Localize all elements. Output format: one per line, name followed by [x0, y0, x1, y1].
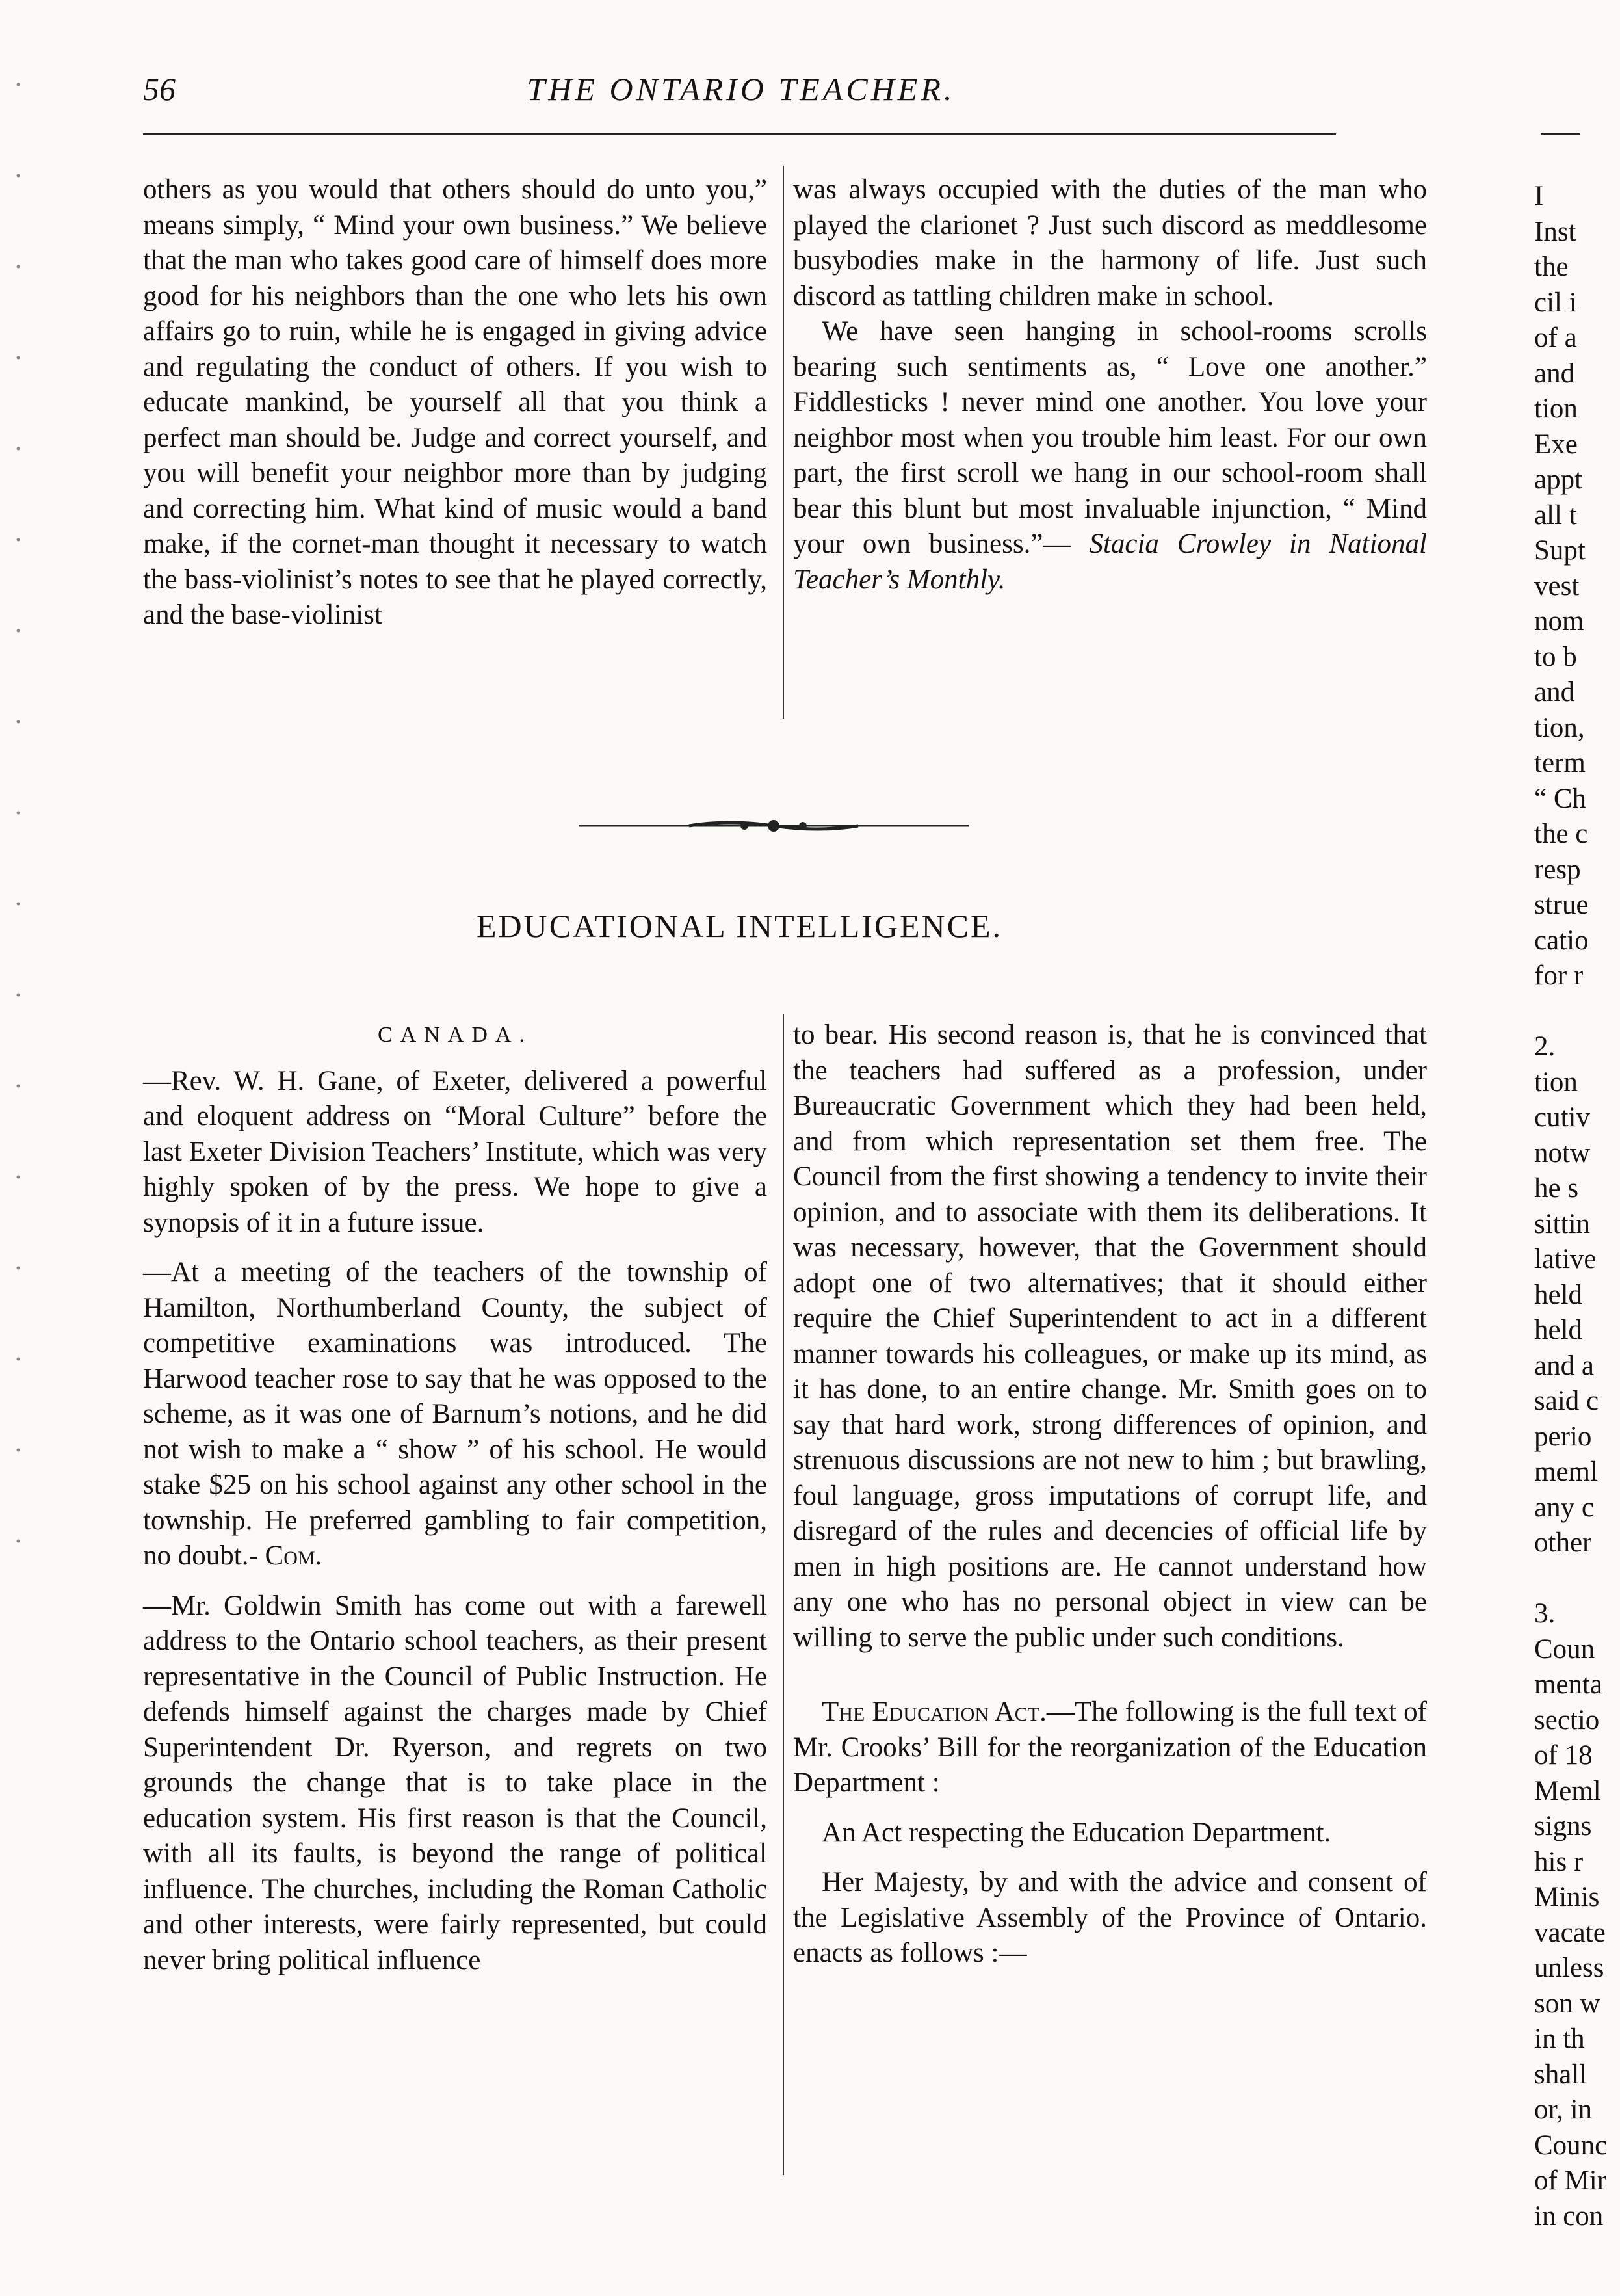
act-intro — [793, 1695, 1427, 1801]
facing-page-line: in th — [1534, 2024, 1585, 2054]
facing-page-line: vest — [1534, 570, 1580, 601]
header-rule — [143, 133, 1336, 135]
facing-page-line: and — [1534, 358, 1575, 389]
essay-right-column — [793, 172, 1427, 598]
act-intro-text: —The following is the full text of Mr. Crooks’ Bill for the reorganization of the Education Department : — [793, 1696, 1427, 1798]
facing-page-line: said c — [1534, 1386, 1599, 1416]
facing-page-line: 3. — [1534, 1598, 1556, 1629]
facing-page-line: he s — [1534, 1173, 1579, 1204]
facing-page-line: all t — [1534, 499, 1577, 531]
facing-page-line: to b — [1534, 641, 1577, 672]
facing-page-line: Minis — [1534, 1882, 1600, 1912]
facing-page-text — [1534, 179, 1620, 2234]
facing-page-line: Counc — [1534, 2130, 1608, 2161]
facing-page-line: perio — [1534, 1421, 1592, 1452]
facing-page-line: strue — [1534, 890, 1589, 920]
facing-page-line: Coun — [1534, 1633, 1595, 1665]
facing-page-line: tion — [1534, 393, 1578, 424]
facing-page-line: other — [1534, 1527, 1592, 1558]
facing-page-line: or, in — [1534, 2094, 1593, 2125]
facing-page-line: cil i — [1534, 287, 1577, 318]
facing-page-line: any c — [1534, 1492, 1594, 1523]
facing-page-line: tion, — [1534, 712, 1585, 743]
news-item — [143, 1255, 767, 1574]
facing-page-line: tion — [1534, 1066, 1578, 1098]
news-signature: Com. — [265, 1540, 322, 1571]
facing-page-line: of 18 — [1534, 1740, 1593, 1771]
news-right-column — [793, 1018, 1427, 1972]
facing-page-line: sittin — [1534, 1208, 1591, 1239]
facing-page-line: of Mir — [1534, 2165, 1607, 2196]
news-item: to bear. His second reason is, that he is convinced that the teachers had suffered as a profession, under Bureaucratic Government which they had been held, and from which representation set them free. The Council from the first showing a tendency to invite their opinion, and to associate with them its deliberations. It was necessary, however, that the Government should adopt one of two alternatives; that it should either require the Chief Superintendent to act in a different manner towards his colleagues, or make up its mind, as it has done, to an entire change. Mr. Smith goes on to say that hard work, strong differences of opinion, and strenuous discussions are not new to him ; but brawling, foul language, gross imputations of corrupt life, and disregard of the rules and decencies of official life by men in high positions are. He cannot understand how any one who has no personal object in view can be willing to serve the public under such conditions. — [793, 1020, 1427, 1653]
news-item: —Mr. Goldwin Smith has come out with a farewell address to the Ontario school teachers, as their present representative in the Council of Public Instruction. He defends himself against the charges made by Chief Superintendent Dr. Ryerson, and regrets on two grounds the change that is to take place in the education system. His first reason is that the Council, with all its faults, is beyond the range of political influence. The churches, including the Roman Catholic and other interests, were fairly represented, but could never bring political influence — [143, 1590, 767, 1975]
facing-page-line: I — [1534, 181, 1544, 211]
essay-attribution: Stacia Crowley in National Teacher’s Monthly. — [793, 529, 1427, 595]
facing-page-line: his r — [1534, 1846, 1584, 1877]
facing-page-line — [1534, 1561, 1620, 1597]
news-text: —At a meeting of the teachers of the township of Hamilton, Northumberland County, the subject of competitive examinations was introduced. The Harwood teacher rose to say that he was opposed to the scheme, as it was one of Barnum’s notions, and he did not wish to make a “ show ” of his school. He would stake $25 on his school against any other school in the township. He preferred gambling to fair competition, no doubt.- — [143, 1257, 767, 1571]
facing-page-line: catio — [1534, 925, 1589, 956]
facing-page-line: notw — [1534, 1137, 1590, 1168]
facing-page-line: in con — [1534, 2200, 1604, 2232]
facing-page-line: term — [1534, 748, 1586, 778]
facing-page-line: menta — [1534, 1669, 1603, 1700]
facing-page-line: Exe — [1534, 429, 1578, 460]
essay-left-column — [143, 172, 767, 633]
essay-paragraph: was always occupied with the duties of the man who played the clarionet ? Just such discord as meddlesome busybodies make in the harmony of life. Just such discord as tattling children make in school. — [793, 174, 1427, 311]
news-left-column — [143, 1018, 767, 1978]
facing-page-line: of a — [1534, 323, 1577, 353]
essay-text: We have seen hanging in school-rooms scrolls bearing such sentiments as, “ Love one another.” Fiddlesticks ! never mind one another. You love your neighbor most when you trouble him least. For our own part, the first scroll we hang in our school-room shall bear this blunt but most invaluable injunction, “ Mind your own business.”— — [793, 316, 1427, 559]
facing-page-line: held — [1534, 1279, 1583, 1310]
facing-page-line: the c — [1534, 819, 1588, 849]
facing-page-line: shall — [1534, 2059, 1587, 2090]
facing-page-line: Inst — [1534, 216, 1576, 247]
facing-page-line: “ Ch — [1534, 783, 1587, 814]
facing-page-line: sectio — [1534, 1704, 1600, 1735]
facing-page-line: and — [1534, 677, 1575, 707]
facing-page-line: for r — [1534, 960, 1584, 991]
page-number: 56 — [143, 71, 176, 107]
essay-paragraph — [793, 314, 1427, 598]
act-title: An Act respecting the Education Department. — [822, 1817, 1331, 1848]
facing-page-line: nom — [1534, 606, 1584, 637]
facing-page-line — [1534, 994, 1620, 1030]
scan-speckle — [0, 26, 46, 1554]
page-header — [143, 70, 1339, 116]
facing-header-rule — [1541, 133, 1580, 135]
act-label: The Education Act. — [822, 1696, 1047, 1727]
facing-page-line: appt — [1534, 464, 1583, 495]
facing-page-line: the — [1534, 252, 1569, 282]
facing-page-line: meml — [1534, 1457, 1598, 1487]
subheading-canada: CANADA. — [378, 1023, 532, 1047]
facing-page-line: 2. — [1534, 1031, 1556, 1062]
facing-page-line: unless — [1534, 1953, 1604, 1983]
ornamental-rule — [579, 813, 969, 839]
facing-page-line: vacate — [1534, 1917, 1606, 1948]
running-title: THE ONTARIO TEACHER. — [527, 71, 956, 107]
facing-page-line: resp — [1534, 854, 1581, 885]
facing-page-line: son w — [1534, 1988, 1600, 2019]
act-preamble: Her Majesty, by and with the advice and consent of the Legislative Assembly of the Province of Ontario. enacts as follows :— — [793, 1867, 1427, 1968]
facing-page-line: Supt — [1534, 535, 1586, 566]
essay-paragraph: others as you would that others should do unto you,” means simply, “ Mind your own business.” We believe that the man who takes good care of himself does more good for his neighbors than the one who lets his own affairs go to ruin, while he is engaged in giving advice and regulating the conduct of others. If you wish to educate mankind, be yourself all that you think a perfect man should be. Judge and correct yourself, and you will benefit your neighbor more than by judging and correcting him. What kind of music would a band make, if the cornet-man thought it necessary to watch the bass-violinist’s notes to see that he played correctly, and the base-violinist — [143, 174, 767, 630]
column-rule — [783, 166, 784, 719]
facing-page-line: and a — [1534, 1350, 1594, 1381]
facing-page-line: Meml — [1534, 1775, 1601, 1806]
news-item: —Rev. W. H. Gane, of Exeter, delivered a powerful and eloquent address on “Moral Culture” before the last Exeter Division Teachers’ Institute, which was very highly spoken of by the press. We hope to give a synopsis of it in a future issue. — [143, 1065, 767, 1238]
column-rule — [783, 1014, 784, 2175]
facing-page-line: lative — [1534, 1244, 1597, 1274]
facing-page-line: held — [1534, 1315, 1583, 1345]
section-heading: EDUCATIONAL INTELLIGENCE. — [476, 908, 1003, 944]
facing-page-line: signs — [1534, 1811, 1592, 1841]
facing-page-line: cutiv — [1534, 1102, 1590, 1133]
